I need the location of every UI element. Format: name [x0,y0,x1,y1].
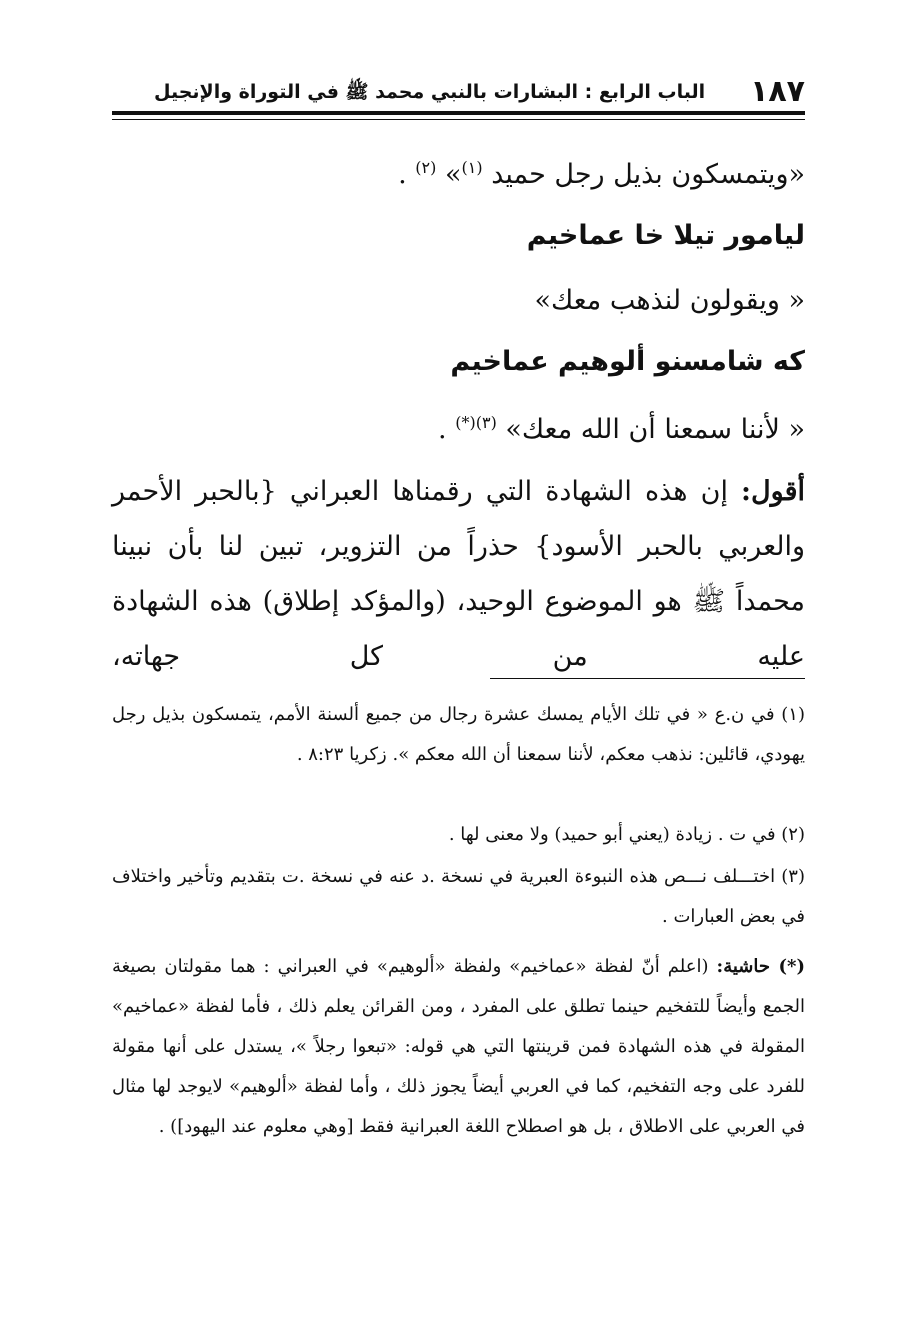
page-header [112,66,805,109]
paragraph-text: إن هذه الشهادة التي رقمناها العبراني {بالحبر الأحمر والعربي بالحبر الأسود} حذراً من التزوير، تبين لنا بأن نبينا محمداً ﷺ هو الموضوع الوحيد، (والمؤكد إطلاق) هذه الشهادة عليه من كل جهاته، [112,476,805,672]
footnote-4 [112,947,805,1147]
header-rule-thin [112,119,805,120]
paragraph-label: أقول: [741,476,805,507]
line-1-dot: . [398,159,407,190]
footnote-1: (١) في ن.ع « في تلك الأيام يمسك عشرة رجال من جميع ألسنة الأمم، يتمسكون بذيل رجل يهودي، قائلين: نذهب معكم، لأننا سمعنا أن الله معكم ». زكريا ٨:٢٣ . [112,704,805,765]
chapter-title: الباب الرابع : البشارات بالنبي محمد ﷺ في التوراة والإنجيل [154,81,706,103]
quote-line-1-text: «ويتمسكون بذيل رجل حميد [491,159,805,190]
hebrew-transliteration-1: ليامور تيلا خا عماخيم [526,220,805,251]
quote-line-2: « ويقولون لنذهب معك» [534,285,805,316]
footnote-4-text: (اعلم أنّ لفظة «عماخيم» ولفظة «ألوهيم» في العبراني : هما مقولتان بصيغة الجمع وأيضاً للتفخيم حينما تطلق على المفرد ، ومن القرائن يعلم ذلك ، فأما لفظة «عماخيم» المقولة في هذه الشهادة فمن قرينتها التي هي قوله: «تبعوا رجلاً »، يستدل على أنها مقولة للفرد على وجه التفخيم، كما في العربي أيضاً يجوز ذلك ، وأما لفظة «ألوهيم» لايوجد لها مثال في العربي على الاطلاق ، بل هو اصطلاح اللغة العبرانية فقط [وهي معلوم عند اليهود]) . [112,956,805,1137]
quote-close: » [444,159,462,190]
footnote-4-label: (*) حاشية: [716,956,805,977]
footnote-ref-3: (٣)(*) [455,413,497,432]
quote-line-1 [398,150,805,193]
footnote-2: (٢) في ت . زيادة (يعني أبو حميد) ولا معنى لها . [448,824,805,845]
page-number: ١٨٧ [750,74,805,109]
footnote-ref-2: (٢) [415,158,437,177]
quote-line-3-text: « لأننا سمعنا أن الله معك» [505,414,805,445]
body-paragraph [112,464,805,684]
footnote-separator [490,678,805,679]
line-3-dot: . [438,414,447,445]
quote-line-3 [438,405,805,448]
header-rule-thick [112,111,805,115]
footnote-3: (٣) اختـــلف نـــص هذه النبوءة العبرية في نسخة .د عنه في نسخة .ت بتقديم وتأخير واختلاف في بعض العبارات . [112,866,805,927]
footnote-ref-1: (١) [461,158,483,177]
hebrew-transliteration-2: كه شامسنو ألوهيم عماخيم [450,346,805,377]
